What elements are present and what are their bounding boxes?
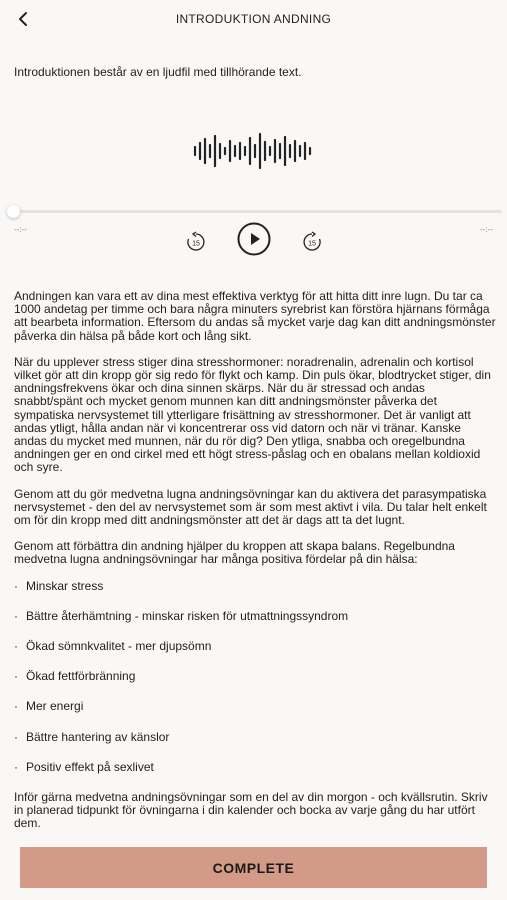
- forward-15-button[interactable]: [300, 230, 324, 254]
- forward-label: 15: [308, 240, 316, 248]
- paragraph-1: Andningen kan vara ett av dina mest effektiva verktyg för att hitta ditt inre lugn. Du tar ca 1000 andetag per timme och bara några minuters syrebrist kan förstöra hjärnans förmåga att bearbeta information. Eftersom du andas så mycket varje dag kan ditt andningsmönster påverka din hälsa på både kort och lång sikt.: [14, 289, 496, 343]
- list-item-text: Bättre hantering av känslor: [26, 729, 170, 744]
- list-item-text: Positiv effekt på sexlivet: [26, 759, 154, 774]
- bullet-dot: ·: [14, 699, 18, 714]
- remaining-time: --:--: [480, 225, 493, 234]
- list-item-text: Bättre återhämtning - minskar risken för utmattningssyndrom: [26, 608, 349, 623]
- list-item-text: Ökad sömnkvalitet - mer djupsömn: [26, 639, 212, 654]
- rewind-15-button[interactable]: [184, 230, 208, 254]
- list-item-text: Mer energi: [26, 699, 84, 714]
- page-title: INTRODUKTION ANDNING: [175, 12, 332, 26]
- paragraph-3: Genom att du gör medvetna lugna andningsövningar kan du aktivera det parasympatiska nervsystemet - den del av nervsystemet som är som mest aktivt i vila. Du talar helt enkelt om för din kropp med ditt andningsmönster att det är dags att ta det lugnt.: [14, 486, 487, 528]
- list-item-text: Ökad fettförbränning: [26, 669, 136, 684]
- progress-track[interactable]: [14, 210, 502, 213]
- list-item: [14, 670, 496, 683]
- bullet-dot: ·: [14, 578, 18, 593]
- waveform-icon: [192, 132, 316, 170]
- benefits-list: [14, 580, 496, 774]
- progress-thumb[interactable]: [7, 205, 20, 218]
- list-item: [14, 700, 496, 713]
- play-button[interactable]: [237, 222, 271, 256]
- intro-text: Introduktionen består av en ljudfil med tillhörande text.: [14, 65, 302, 79]
- complete-button[interactable]: COMPLETE: [20, 847, 487, 888]
- rewind-15-icon: [185, 231, 207, 253]
- list-item: [14, 610, 496, 623]
- bullet-dot: ·: [14, 639, 18, 654]
- list-item: [14, 731, 496, 744]
- paragraph-4: Genom att förbättra din andning hjälper du kroppen att skapa balans. Regelbundna medvetna lugna andningsövningar har många positiva fördelar på din hälsa:: [14, 539, 455, 567]
- paragraph-5: Inför gärna medvetna andningsövningar som en del av din morgon - och kvällsrutin. Skriv in planerad tidpunkt för övningarna i din kalender och bocka av varje gång du har utfört dem.: [14, 790, 488, 831]
- bullet-dot: ·: [14, 669, 18, 684]
- list-item: [14, 640, 496, 653]
- rewind-label: 15: [192, 240, 200, 248]
- play-icon: [237, 222, 271, 256]
- list-item-text: Minskar stress: [26, 578, 104, 593]
- list-item: [14, 580, 496, 593]
- forward-15-icon: [301, 231, 323, 253]
- header: [0, 0, 507, 40]
- bullet-dot: ·: [14, 608, 18, 623]
- paragraph-2: När du upplever stress stiger dina stresshormoner: noradrenalin, adrenalin och kortisol vilket gör att din kropp gör sig redo för flykt och kamp. Din puls ökar, blodtrycket stiger, din andningsfrekvens ökar och dina sinnen skärps. När du är stressad och andas snabbt/spänt och mycket genom munnen kan ditt andningsmönster påverka det sympatiska nervsystemet till ytterligare frisättning av stresshormoner. Det är vanligt att andas ytligt, hålla andan när vi koncentrerar oss vid datorn och när vi tränar. Kanske andas du mycket med munnen, när du rör dig? Den ytliga, snabba och oregelbundna andningen ger en ond cirkel med ett högt stress-påslag och en obalans mellan koldioxid och syre.: [14, 354, 491, 475]
- article-content: [14, 290, 496, 844]
- elapsed-time: --:--: [14, 225, 27, 234]
- bullet-dot: ·: [14, 729, 18, 744]
- bullet-dot: ·: [14, 759, 18, 774]
- list-item: [14, 761, 496, 774]
